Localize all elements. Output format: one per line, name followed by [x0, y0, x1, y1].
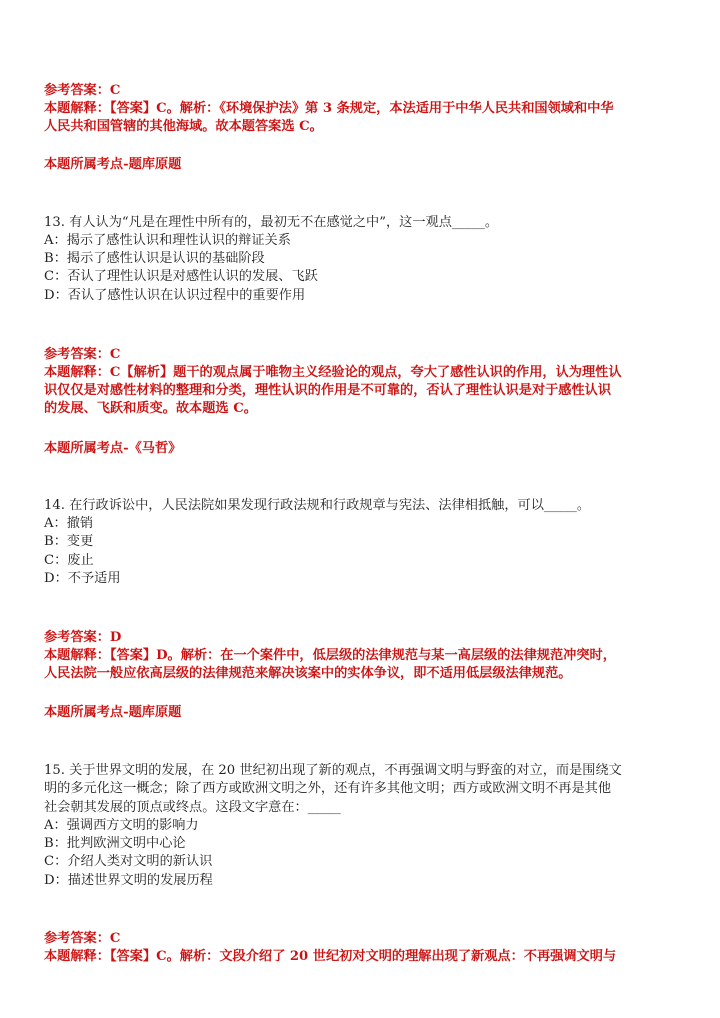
option-d: D：描述世界文明的发展历程: [44, 873, 213, 888]
explanation-line: 的发展、飞跃和质变。故本题选 C。: [44, 401, 257, 416]
option-a: A：撤销: [44, 516, 94, 531]
option-c: C：介绍人类对文明的新认识: [44, 854, 213, 869]
explanation-line: 人民法院一般应依高层级的法律规范来解决该案中的实体争议，即不适用低层级法律规范。: [44, 666, 572, 681]
question-stem: 15. 关于世界文明的发展，在 20 世纪初出现了新的观点，不再强调文明与野蛮的对立，而是围绕文: [44, 763, 622, 778]
option-b: B：变更: [44, 534, 94, 549]
question-stem: 明的多元化这一概念；除了西方或欧洲文明之外，还有许多其他文明；西方或欧洲文明不再是其他: [44, 781, 612, 796]
explanation-line: 人民共和国管辖的其他海域。故本题答案选 C。: [44, 119, 323, 134]
option-c: C：否认了理性认识是对感性认识的发展、飞跃: [44, 269, 318, 284]
answer-label: 参考答案：D: [44, 630, 122, 645]
source-label: 本题所属考点-题库原题: [44, 157, 182, 172]
explanation-line: 本题解释：【答案】C。解析：《环境保护法》第 3 条规定，本法适用于中华人民共和国领域和中华: [44, 101, 614, 116]
question-stem: 13. 有人认为“凡是在理性中所有的，最初无不在感觉之中”，这一观点_____。: [44, 215, 499, 230]
option-c: C：废止: [44, 553, 94, 568]
option-d: D：否认了感性认识在认识过程中的重要作用: [44, 288, 306, 303]
option-b: B：批判欧洲文明中心论: [44, 836, 186, 851]
source-label: 本题所属考点-《马哲》: [44, 441, 182, 456]
explanation-line: 本题解释：【答案】C。解析：文段介绍了 20 世纪初对文明的理解出现了新观点：不再强调文明与: [44, 949, 617, 964]
question-stem: 社会朝其发展的顶点或终点。这段文字意在：_____: [44, 800, 341, 815]
explanation-line: 本题解释：【答案】D。解析：在一个案件中，低层级的法律规范与某一高层级的法律规范冲突时，: [44, 648, 616, 663]
explanation-line: 本题解释：C【解析】题干的观点属于唯物主义经验论的观点，夸大了感性认识的作用，认为理性认: [44, 365, 622, 380]
answer-label: 参考答案：C: [44, 83, 121, 98]
option-d: D：不予适用: [44, 571, 121, 586]
answer-label: 参考答案：C: [44, 347, 121, 362]
source-label: 本题所属考点-题库原题: [44, 705, 182, 720]
answer-label: 参考答案：C: [44, 931, 121, 946]
option-a: A：揭示了感性认识和理性认识的辩证关系: [44, 233, 291, 248]
question-stem: 14. 在行政诉讼中，人民法院如果发现行政法规和行政规章与宪法、法律相抵触，可以_____。: [44, 498, 591, 513]
option-a: A：强调西方文明的影响力: [44, 818, 199, 833]
explanation-line: 识仅仅是对感性材料的整理和分类，理性认识的作用是不可靠的，否认了理性认识是对于感性认识: [44, 383, 612, 398]
option-b: B：揭示了感性认识是认识的基础阶段: [44, 251, 265, 266]
